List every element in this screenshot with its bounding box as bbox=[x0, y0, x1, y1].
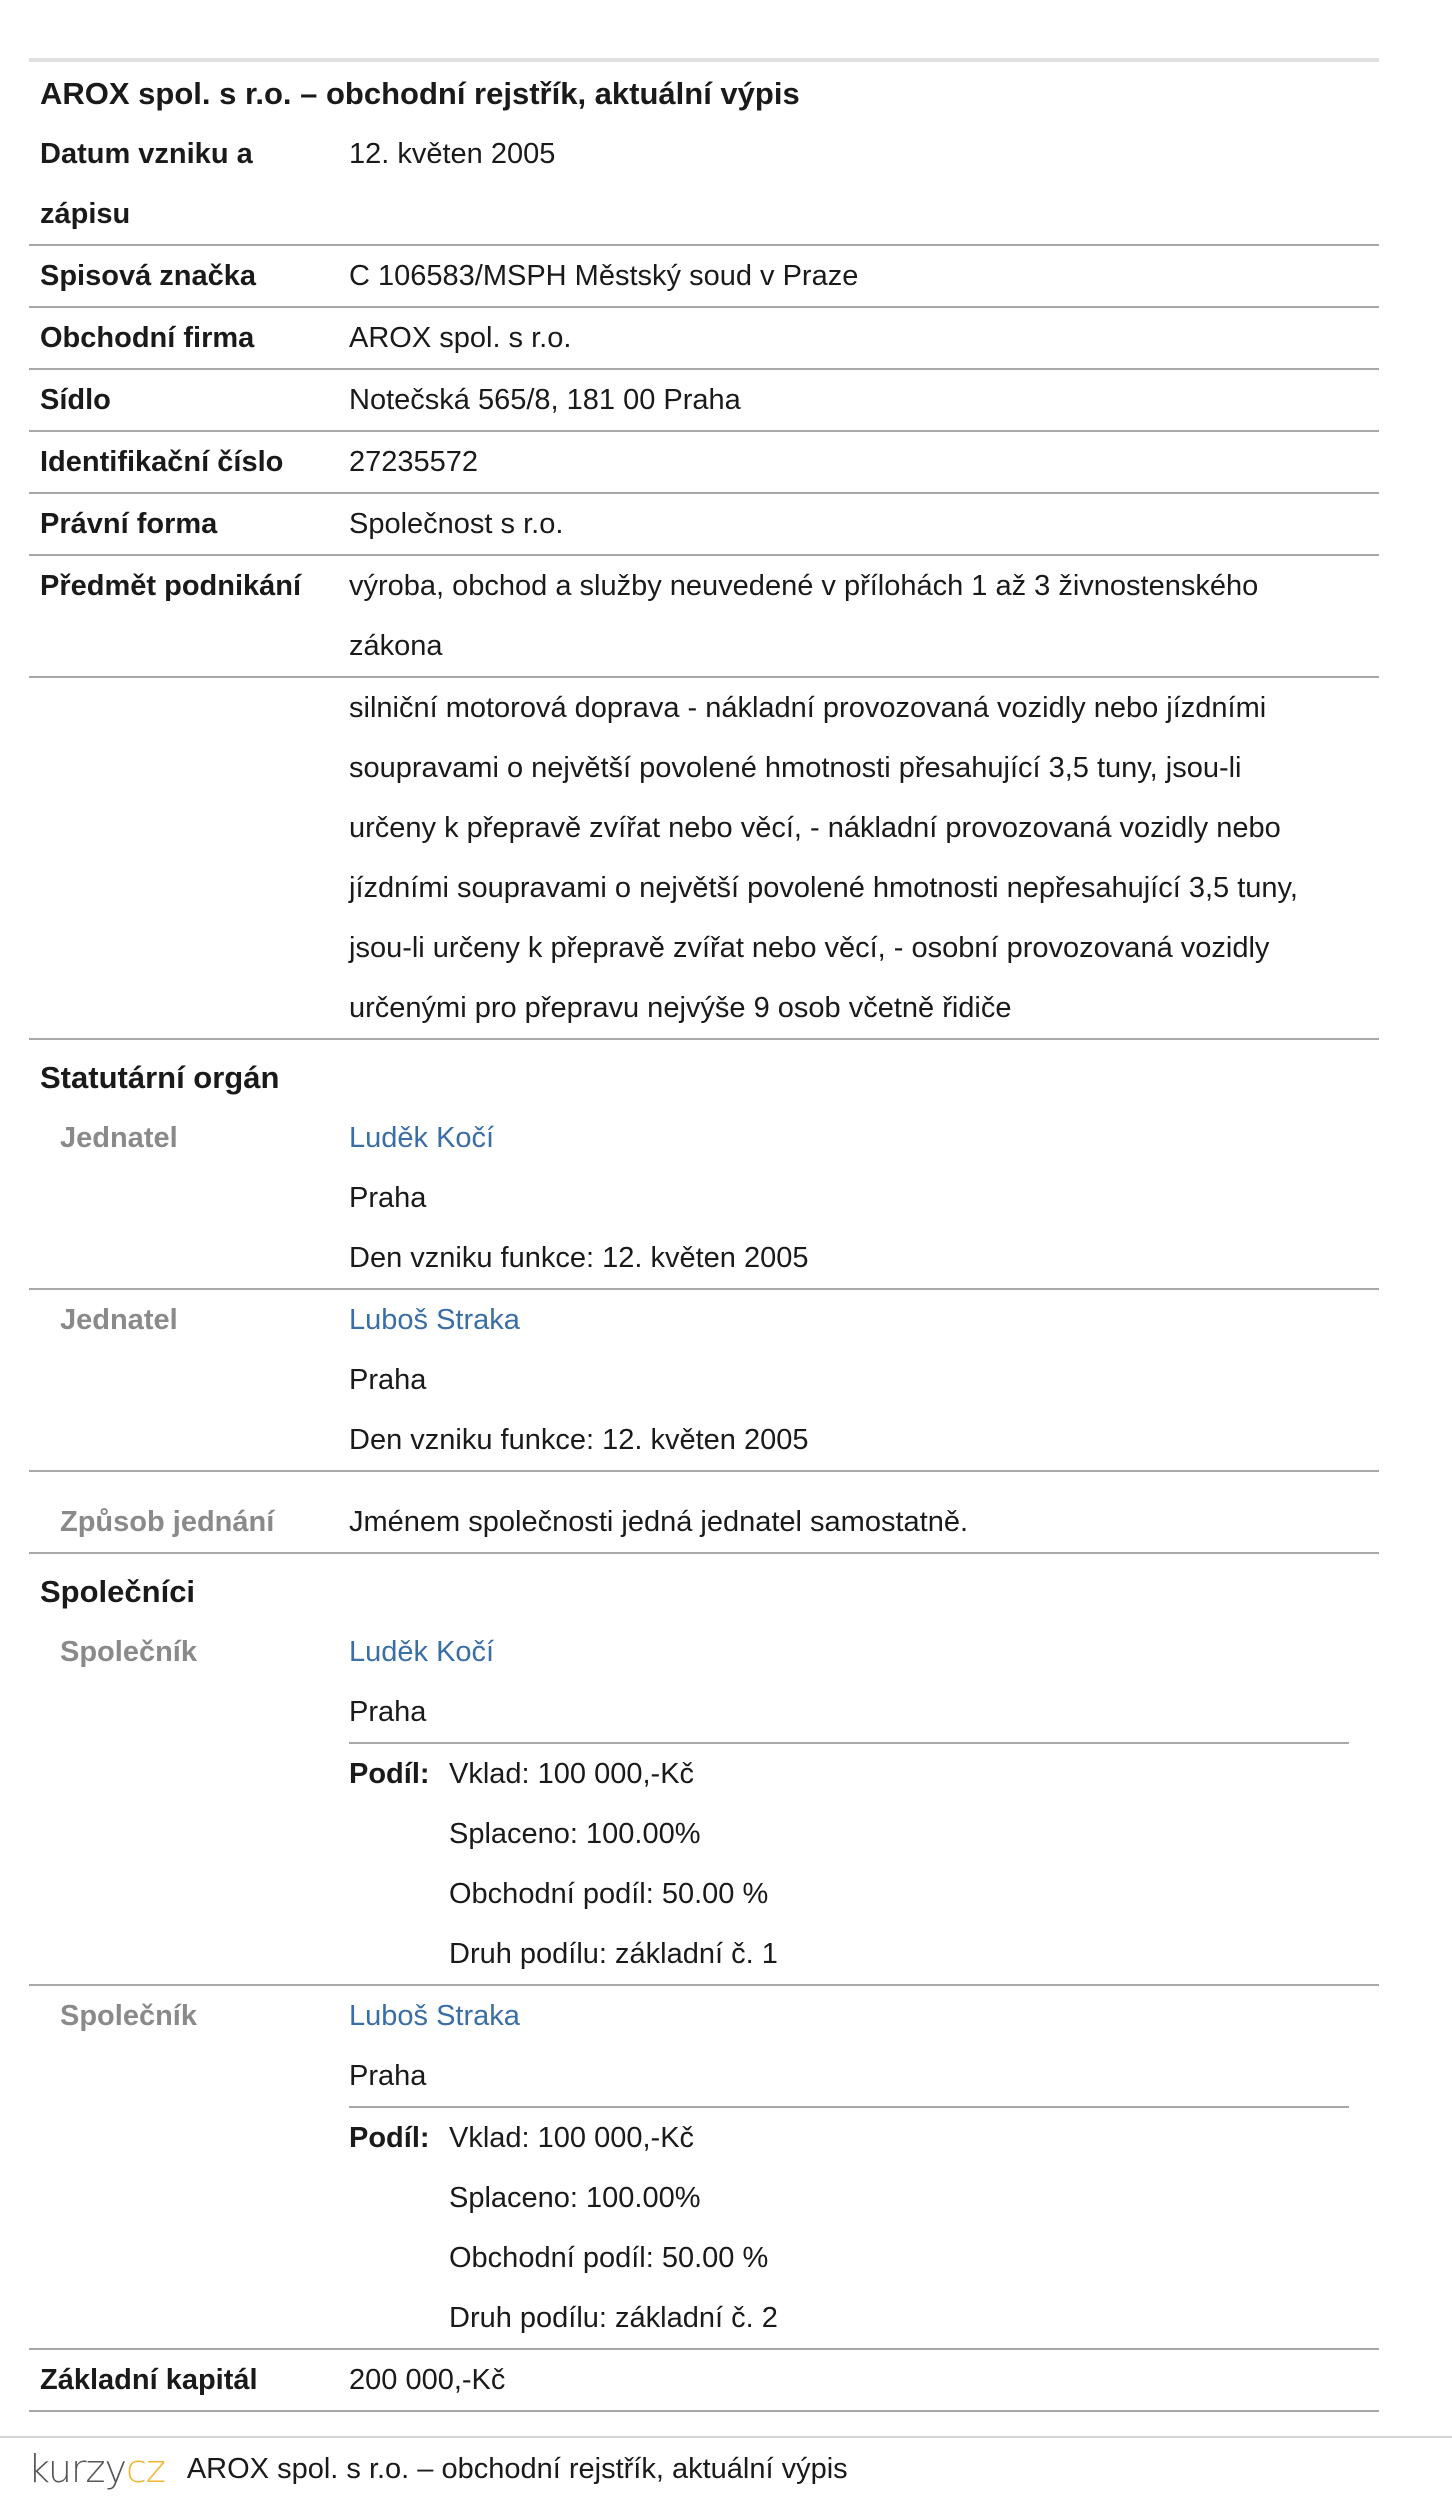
logo-text-kurzy: kurzy bbox=[28, 2447, 126, 2491]
value-spolecnik-1 bbox=[349, 1622, 1379, 1984]
person-link-lubos-straka[interactable]: Luboš Straka bbox=[349, 2000, 520, 2032]
value-datum-vzniku: 12. květen 2005 bbox=[349, 138, 556, 170]
row-datum-vzniku bbox=[29, 124, 1379, 246]
text-line: soupravami o největší povolené hmotnosti přesahující 3,5 tuny, jsou-li bbox=[349, 752, 1242, 784]
row-jednatel-2 bbox=[29, 1290, 1379, 1472]
label-ico: Identifikační číslo bbox=[40, 446, 284, 478]
label-empty bbox=[29, 678, 349, 1038]
text-line: výroba, obchod a služby neuvedené v přílohách 1 až 3 živnostenského bbox=[349, 570, 1259, 602]
share-obchodni-podil: Obchodní podíl: 50.00 % bbox=[449, 1878, 769, 1910]
person-link-ludek-koci[interactable]: Luděk Kočí bbox=[349, 1636, 495, 1668]
value-ico: 27235572 bbox=[349, 446, 479, 478]
label-jednatel: Jednatel bbox=[60, 1122, 178, 1154]
text-line: zákona bbox=[349, 630, 443, 662]
value-obchodni-firma: AROX spol. s r.o. bbox=[349, 322, 572, 354]
row-spolecnik-1 bbox=[29, 1622, 1379, 1986]
value-jednatel-2 bbox=[349, 1290, 1379, 1470]
share-label: Podíl: bbox=[349, 1758, 430, 1790]
label-line: zápisu bbox=[40, 198, 131, 230]
person-city: Praha bbox=[349, 1696, 427, 1728]
share-splaceno: Splaceno: 100.00% bbox=[449, 1818, 701, 1850]
footer-title: AROX spol. s r.o. – obchodní rejstřík, aktuální výpis bbox=[186, 2452, 848, 2485]
value-predmet-2 bbox=[349, 678, 1379, 1038]
label-spisova-znacka: Spisová značka bbox=[40, 260, 256, 292]
share-obchodni-podil: Obchodní podíl: 50.00 % bbox=[449, 2242, 769, 2274]
value-jednatel-1 bbox=[349, 1108, 1379, 1288]
row-zpusob-jednani bbox=[29, 1472, 1379, 1554]
section-statutarni-organ: Statutární orgán bbox=[40, 1060, 280, 1095]
label-pravni-forma: Právní forma bbox=[40, 508, 218, 540]
share-values bbox=[449, 1744, 1349, 1984]
text-line: určeny k přepravě zvířat nebo věcí, - nákladní provozovaná vozidly nebo bbox=[349, 812, 1281, 844]
label-spolecnik: Společník bbox=[60, 2000, 197, 2032]
label-spolecnik: Společník bbox=[60, 1636, 197, 1668]
row-sidlo bbox=[29, 370, 1379, 432]
register-extract bbox=[29, 58, 1379, 2412]
section-spolecnici: Společníci bbox=[40, 1574, 196, 1609]
person-since: Den vzniku funkce: 12. květen 2005 bbox=[349, 1242, 809, 1274]
row-ico bbox=[29, 432, 1379, 494]
share-druh: Druh podílu: základní č. 2 bbox=[449, 2302, 778, 2334]
row-obchodni-firma bbox=[29, 308, 1379, 370]
person-city: Praha bbox=[349, 1364, 427, 1396]
share-druh: Druh podílu: základní č. 1 bbox=[449, 1938, 778, 1970]
label-jednatel: Jednatel bbox=[60, 1304, 178, 1336]
row-zakladni-kapital bbox=[29, 2350, 1379, 2412]
page-title: AROX spol. s r.o. – obchodní rejstřík, aktuální výpis bbox=[40, 76, 800, 111]
label-datum-vzniku bbox=[29, 124, 349, 244]
row-predmet-podnikani-1 bbox=[29, 556, 1379, 678]
label-obchodni-firma: Obchodní firma bbox=[40, 322, 255, 354]
label-predmet-podnikani: Předmět podnikání bbox=[40, 570, 302, 602]
person-city: Praha bbox=[349, 1182, 427, 1214]
label-zpusob-jednani: Způsob jednání bbox=[60, 1506, 275, 1538]
value-zakladni-kapital: 200 000,-Kč bbox=[349, 2364, 506, 2396]
share-vklad: Vklad: 100 000,-Kč bbox=[449, 1758, 695, 1790]
logo-text-cz: cz bbox=[125, 2447, 165, 2491]
person-link-lubos-straka[interactable]: Luboš Straka bbox=[349, 1304, 520, 1336]
text-line: určenými pro přepravu nejvýše 9 osob včetně řidiče bbox=[349, 992, 1012, 1024]
value-predmet-1 bbox=[349, 556, 1379, 676]
kurzy-cz-logo[interactable] bbox=[28, 2439, 165, 2499]
share-splaceno: Splaceno: 100.00% bbox=[449, 2182, 701, 2214]
label-sidlo: Sídlo bbox=[40, 384, 111, 416]
row-jednatel-1 bbox=[29, 1108, 1379, 1290]
row-spisova-znacka bbox=[29, 246, 1379, 308]
value-spisova-znacka: C 106583/MSPH Městský soud v Praze bbox=[349, 260, 859, 292]
share-label: Podíl: bbox=[349, 2122, 430, 2154]
share-vklad: Vklad: 100 000,-Kč bbox=[449, 2122, 695, 2154]
value-zpusob-jednani: Jménem společnosti jedná jednatel samostatně. bbox=[349, 1506, 969, 1538]
value-pravni-forma: Společnost s r.o. bbox=[349, 508, 564, 540]
person-link-ludek-koci[interactable]: Luděk Kočí bbox=[349, 1122, 495, 1154]
value-sidlo: Notečská 565/8, 181 00 Praha bbox=[349, 384, 741, 416]
label-line: Datum vzniku a bbox=[40, 138, 253, 170]
footer bbox=[0, 2436, 1452, 2500]
share-block bbox=[349, 1742, 1349, 1984]
text-line: jízdními soupravami o největší povolené hmotnosti nepřesahující 3,5 tuny, bbox=[349, 872, 1298, 904]
text-line: jsou-li určeny k přepravě zvířat nebo věcí, - osobní provozovaná vozidly bbox=[349, 932, 1270, 964]
row-pravni-forma bbox=[29, 494, 1379, 556]
person-since: Den vzniku funkce: 12. květen 2005 bbox=[349, 1424, 809, 1456]
person-city: Praha bbox=[349, 2060, 427, 2092]
row-spolecnik-2 bbox=[29, 1986, 1379, 2350]
value-spolecnik-2 bbox=[349, 1986, 1379, 2348]
row-predmet-podnikani-2 bbox=[29, 678, 1379, 1040]
share-values bbox=[449, 2108, 1349, 2348]
label-zakladni-kapital: Základní kapitál bbox=[40, 2364, 258, 2396]
text-line: silniční motorová doprava - nákladní provozovaná vozidly nebo jízdními bbox=[349, 692, 1267, 724]
share-block bbox=[349, 2106, 1349, 2348]
